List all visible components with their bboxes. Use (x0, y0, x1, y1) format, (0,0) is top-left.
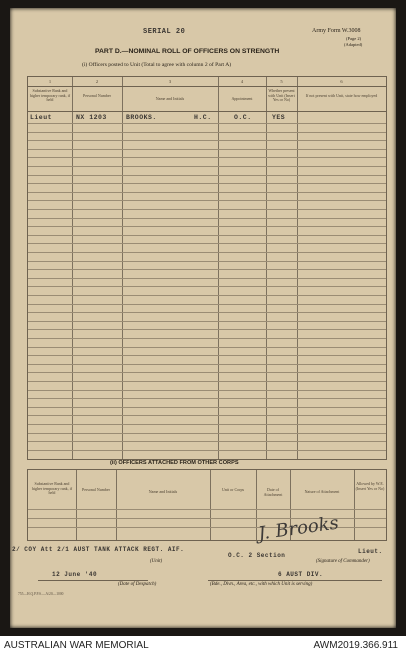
row1-appointment: O.C. (234, 114, 252, 121)
army-form-label: Army Form W.3008 (312, 28, 361, 34)
table-row-line (28, 398, 386, 399)
unit-typed: 2/ COY Att 2/1 AUST TANK ATTACK REGT. AIF. (12, 546, 185, 553)
officers-posted-table (27, 76, 387, 460)
table-row-line (28, 372, 386, 373)
section-i-title: (i) Officers posted to Unit (Total to agree with column 2 of Part A) (82, 62, 232, 68)
col-number-2: 2 (95, 79, 99, 84)
row1-name: BROOKS. (126, 114, 157, 121)
table-row-line (28, 183, 386, 184)
table-row-line (28, 278, 386, 279)
page-note: (Page 2) (346, 36, 362, 41)
table-row-line (28, 424, 386, 425)
col-header-name: Name and Initials (155, 96, 185, 101)
table-row-line (28, 132, 386, 133)
table-row-line (28, 209, 386, 210)
table-row-line (28, 415, 386, 416)
date-label: (Date of Despatch) (118, 582, 157, 587)
footer-institution: AUSTRALIAN WAR MEMORIAL (4, 640, 149, 651)
table-row-line (28, 304, 386, 305)
att-header-nature: Nature of Attachment (304, 489, 340, 494)
table-row-line (28, 192, 386, 193)
rank-typed: Lieut. (358, 548, 383, 555)
table-row-line (28, 123, 386, 124)
col-header-appointment: Appointment (231, 96, 253, 101)
section-ii-title: (ii) OFFICERS ATTACHED FROM OTHER CORPS (110, 460, 239, 466)
row1-personal-number: NX 1203 (76, 114, 107, 121)
col-header-present: Whether present with Unit (Insert Yes or No) (268, 88, 295, 102)
table-row-line (28, 381, 386, 382)
table-row-line (28, 347, 386, 348)
att-header-unit: Unit or Corps (222, 487, 244, 492)
table-row-line (28, 200, 386, 201)
table-row-line (28, 226, 386, 227)
signature: J. Brooks (256, 512, 340, 545)
table-row-line (28, 433, 386, 434)
col-number-4: 4 (240, 79, 244, 84)
table-row-line (28, 407, 386, 408)
adapted-note: (Adapted) (344, 42, 363, 47)
formation-label: (Bde., Divn., Area, etc., with which Unit is serving) (210, 582, 313, 587)
table-row-line (28, 338, 386, 339)
footer-accession: AWM2019.366.911 (313, 640, 398, 651)
col-number-3: 3 (168, 79, 172, 84)
officer-typed: O.C. 2 Section (228, 552, 286, 559)
col-header-personal-number: Personal Number (83, 93, 111, 98)
row1-initials: H.C. (194, 114, 212, 121)
table-row-line (28, 390, 386, 391)
att-header-date: Date of Attachment (263, 487, 283, 497)
table-row-line (28, 243, 386, 244)
table-row-line (28, 149, 386, 150)
table-row-line (28, 321, 386, 322)
table-row-line (28, 441, 386, 442)
att-header-name: Name and Initials (148, 489, 178, 494)
archive-footer (0, 636, 406, 653)
table-row-line (28, 450, 386, 451)
table-row-line (28, 157, 386, 158)
table-row-line (28, 355, 386, 356)
printer-note: 755—H.Q.P.P.S.—A/20—1000 (18, 592, 64, 596)
table-row-line (28, 261, 386, 262)
table-row-line (28, 295, 386, 296)
col-number-5: 5 (280, 79, 283, 84)
table-row-line (28, 329, 386, 330)
table-row-line (28, 286, 386, 287)
row1-present: YES (272, 114, 286, 121)
col-header-rank: Substantive Rank and higher temporary rank, if held (29, 88, 71, 102)
table-row-line (28, 269, 386, 270)
table-row-line (28, 252, 386, 253)
col-number-1: 1 (48, 79, 52, 84)
part-d-title: PART D.—NOMINAL ROLL OF OFFICERS ON STRENGTH (95, 48, 280, 55)
table-row-line (28, 364, 386, 365)
formation-typed: 6 AUST DIV. (278, 571, 324, 578)
unit-label: (Unit) (150, 559, 163, 564)
table-row-line (28, 175, 386, 176)
table-row-line (28, 166, 386, 167)
col-number-6: 6 (340, 79, 343, 84)
table-row-line (28, 312, 386, 313)
signature-label: (Signature of Commander) (316, 559, 370, 564)
col-header-employed: If not present with Unit, state how employed (305, 93, 378, 98)
att-header-personal-number: Personal Number (82, 487, 110, 492)
serial-number: SERIAL 20 (143, 28, 186, 36)
att-header-allowed: Allowed by W.E. (Insert Yes or No) (355, 481, 385, 491)
table-row-line (28, 140, 386, 141)
date-typed: 12 June '40 (52, 571, 98, 578)
att-header-rank: Substantive Rank and higher temporary rank, if held (31, 481, 73, 495)
document-sheet (10, 8, 396, 628)
table-row-line (28, 218, 386, 219)
table-row-line (28, 235, 386, 236)
row1-rank: Lieut (30, 114, 53, 121)
